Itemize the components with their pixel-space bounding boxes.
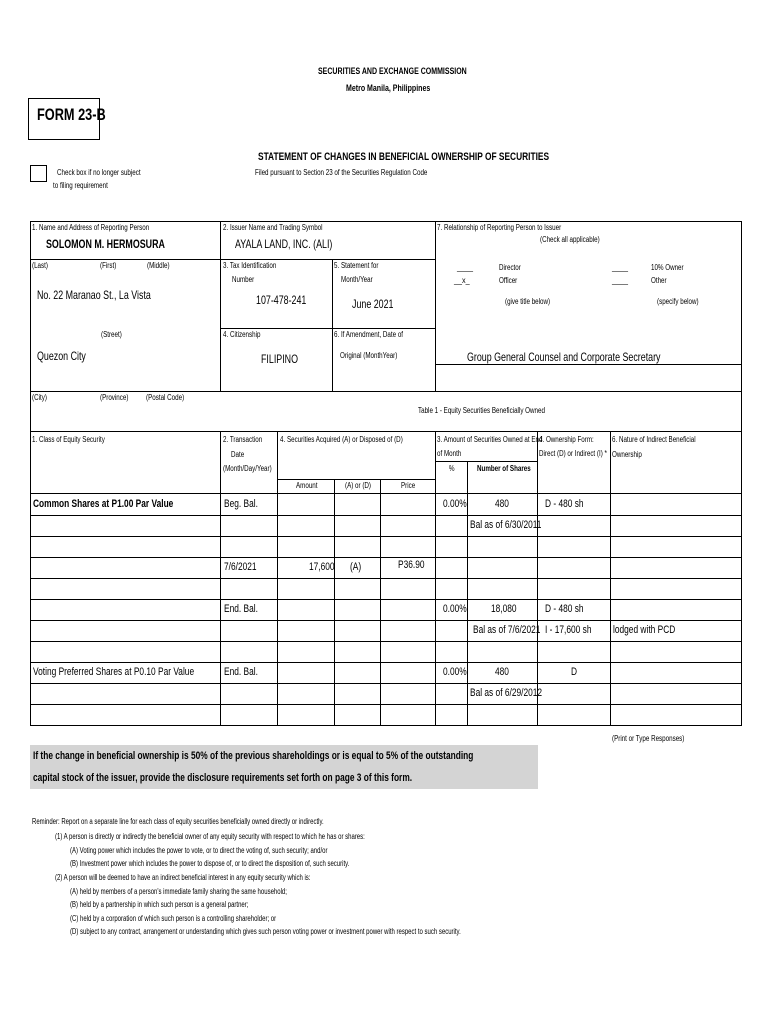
grid-line	[30, 683, 742, 684]
grid-line	[435, 221, 436, 391]
col-shares-header: Number of Shares	[477, 464, 531, 473]
grid-line	[435, 364, 742, 365]
form-subtitle: Filed pursuant to Section 23 of the Securities Regulation Code	[255, 168, 428, 177]
form-label: FORM 23-B	[37, 105, 106, 124]
check-all-applicable: (Check all applicable)	[540, 235, 600, 244]
other-label: Other	[651, 276, 667, 285]
reminder-intro: Reminder: Report on a separate line for each class of equity securities beneficially owned directly or indirectly.	[32, 817, 324, 826]
specify-label: (specify below)	[657, 297, 699, 306]
last-name-label: (Last)	[32, 261, 48, 270]
province-label: (Province)	[100, 393, 129, 402]
grid-line	[30, 493, 742, 494]
col-class-header: 1. Class of Equity Security	[32, 435, 105, 444]
pref-end-bal-pct: 0.00%	[443, 666, 467, 678]
postal-code-label: (Postal Code)	[146, 393, 185, 402]
reporting-person-city[interactable]: Quezon City	[37, 349, 86, 363]
reminder-p2a: (A) held by members of a person's immediate family sharing the same household;	[70, 887, 287, 896]
form-title: STATEMENT OF CHANGES IN BENEFICIAL OWNERSHIP OF SECURITIES	[258, 151, 550, 163]
section2-label: 2. Issuer Name and Trading Symbol	[223, 223, 323, 232]
officer-checkbox[interactable]: __x_	[454, 276, 470, 285]
officer-title[interactable]: Group General Counsel and Corporate Secretary	[467, 350, 661, 364]
end-bal-shares: 18,080	[491, 603, 517, 615]
grid-line	[220, 221, 221, 391]
section4-label: 4. Citizenship	[223, 330, 261, 339]
pref-end-bal-form: D	[571, 666, 578, 678]
pref-end-bal-shares: 480	[495, 666, 509, 678]
col-amount-header: Amount	[296, 481, 318, 490]
end-bal-pct: 0.00%	[443, 603, 467, 615]
print-note: (Print or Type Responses)	[612, 734, 685, 743]
col-date-header-2: Date	[231, 450, 245, 459]
beg-bal-shares: 480	[495, 498, 509, 510]
pref-end-bal-note: Bal as of 6/29/2012	[470, 687, 543, 699]
other-checkbox[interactable]: ____	[612, 276, 629, 285]
col-pct-header: %	[449, 464, 455, 473]
col-amount-owned-header-2: of Month	[437, 449, 462, 458]
grid-line	[30, 704, 742, 705]
section5-label: 5. Statement for	[334, 261, 379, 270]
col-amount-owned-header: 3. Amount of Securities Owned at End	[437, 435, 543, 444]
grid-line	[30, 391, 742, 392]
txn-price: P36.90	[398, 559, 425, 571]
end-bal-form-indirect: I - 17,600 sh	[545, 624, 592, 636]
first-name-label: (First)	[100, 261, 117, 270]
give-title-label: (give title below)	[505, 297, 551, 306]
no-longer-subject-checkbox[interactable]	[30, 165, 47, 182]
section3-label: 3. Tax Identification	[223, 261, 277, 270]
statement-month-year[interactable]: June 2021	[352, 297, 394, 311]
street-label: (Street)	[101, 330, 122, 339]
section6-label-2: Original (MonthYear)	[340, 351, 398, 360]
agency-location: Metro Manila, Philippines	[346, 83, 431, 93]
issuer-name[interactable]: AYALA LAND, INC. (ALI)	[235, 237, 333, 251]
reminder-p2: (2) A person will be deemed to have an indirect beneficial interest in any equity security which is:	[55, 873, 311, 882]
grid-line	[30, 641, 742, 642]
beg-bal-note: Bal as of 6/30/2011	[470, 519, 542, 531]
beg-bal-pct: 0.00%	[443, 498, 467, 510]
txn-amount: 17,600	[309, 561, 335, 573]
col-acquired-header: 4. Securities Acquired (A) or Disposed of (D)	[280, 435, 403, 444]
agency-name: SECURITIES AND EXCHANGE COMMISSION	[318, 66, 467, 76]
reminder-p1a: (A) Voting power which includes the power to vote, or to direct the voting of, such security; and/or	[70, 846, 328, 855]
owner-checkbox[interactable]: ____	[612, 263, 629, 272]
section1-label: 1. Name and Address of Reporting Person	[32, 223, 150, 232]
col-date-header: 2. Transaction	[223, 435, 263, 444]
pref-end-bal-date: End. Bal.	[224, 666, 258, 678]
grid-line	[741, 221, 742, 431]
city-label: (City)	[32, 393, 47, 402]
reminder-p1b: (B) Investment power which includes the power to dispose of, or to direct the disposition of, such security.	[70, 859, 350, 868]
grid-line	[30, 578, 742, 579]
section3-label-2: Number	[232, 275, 255, 284]
grid-line	[30, 725, 742, 726]
tax-id-number[interactable]: 107-478-241	[256, 293, 307, 307]
section7-label: 7. Relationship of Reporting Person to Issuer	[437, 223, 562, 232]
disclosure-notice-line1: If the change in beneficial ownership is 50% of the previous shareholdings or is equal to 5% of the outstanding	[33, 750, 474, 762]
checkbox-label-2: to filing requirement	[53, 181, 108, 190]
end-bal-date: End. Bal.	[224, 603, 258, 615]
col-nature-header-2: Ownership	[612, 450, 642, 459]
grid-line	[30, 599, 742, 600]
reporting-person-name[interactable]: SOLOMON M. HERMOSURA	[46, 237, 165, 251]
grid-line	[30, 221, 31, 431]
col-nature-header: 6. Nature of Indirect Beneficial	[612, 435, 696, 444]
owner-label: 10% Owner	[651, 263, 684, 272]
col-form-header: 4. Ownership Form:	[539, 435, 594, 444]
beg-bal-date: Beg. Bal.	[224, 498, 258, 510]
end-bal-nature: lodged with PCD	[613, 624, 676, 636]
grid-line	[332, 259, 333, 391]
common-shares-class: Common Shares at P1.00 Par Value	[33, 498, 174, 510]
end-bal-note: Bal as of 7/6/2021	[473, 624, 541, 636]
col-aord-header: (A) or (D)	[345, 481, 371, 490]
grid-line	[277, 479, 435, 480]
reminder-p1: (1) A person is directly or indirectly the beneficial owner of any equity security with respect to which he has or shares:	[55, 832, 365, 841]
disclosure-notice-line2: capital stock of the issuer, provide the disclosure requirements set forth on page 3 of this form.	[33, 772, 413, 784]
grid-line	[30, 662, 742, 663]
col-price-header: Price	[401, 481, 416, 490]
reminder-p2c: (C) held by a corporation of which such person is a controlling shareholder; or	[70, 914, 277, 923]
director-checkbox[interactable]: ____	[457, 263, 474, 272]
section6-label: 6. If Amendment, Date of	[334, 330, 404, 339]
end-bal-form: D - 480 sh	[545, 603, 584, 615]
preferred-shares-class: Voting Preferred Shares at P0.10 Par Value	[33, 666, 195, 678]
txn-aord: (A)	[350, 561, 362, 573]
grid-line	[30, 515, 742, 516]
checkbox-label: Check box if no longer subject	[57, 168, 141, 177]
table-caption: Table 1 - Equity Securities Beneficially Owned	[418, 406, 545, 415]
grid-line	[30, 557, 742, 558]
grid-line	[30, 259, 435, 260]
grid-line	[30, 620, 742, 621]
grid-line	[30, 431, 742, 432]
section5-label-2: Month/Year	[341, 275, 373, 284]
grid-line	[30, 221, 742, 222]
col-date-header-3: (Month/Day/Year)	[223, 464, 272, 473]
middle-name-label: (Middle)	[147, 261, 170, 270]
grid-line	[30, 536, 742, 537]
txn-date: 7/6/2021	[224, 561, 257, 573]
director-label: Director	[499, 263, 521, 272]
col-form-header-2: Direct (D) or Indirect (I) *	[539, 449, 607, 458]
grid-line	[220, 328, 435, 329]
reporting-person-address[interactable]: No. 22 Maranao St., La Vista	[37, 288, 151, 302]
reminder-p2d: (D) subject to any contract, arrangement or understanding which gives such person voting power or investment power with respect to such security.	[70, 927, 461, 936]
reminder-p2b: (B) held by a partnership in which such person is a general partner;	[70, 900, 249, 909]
officer-label: Officer	[499, 276, 518, 285]
beg-bal-form: D - 480 sh	[545, 498, 584, 510]
citizenship[interactable]: FILIPINO	[261, 352, 299, 366]
grid-line	[435, 461, 537, 462]
